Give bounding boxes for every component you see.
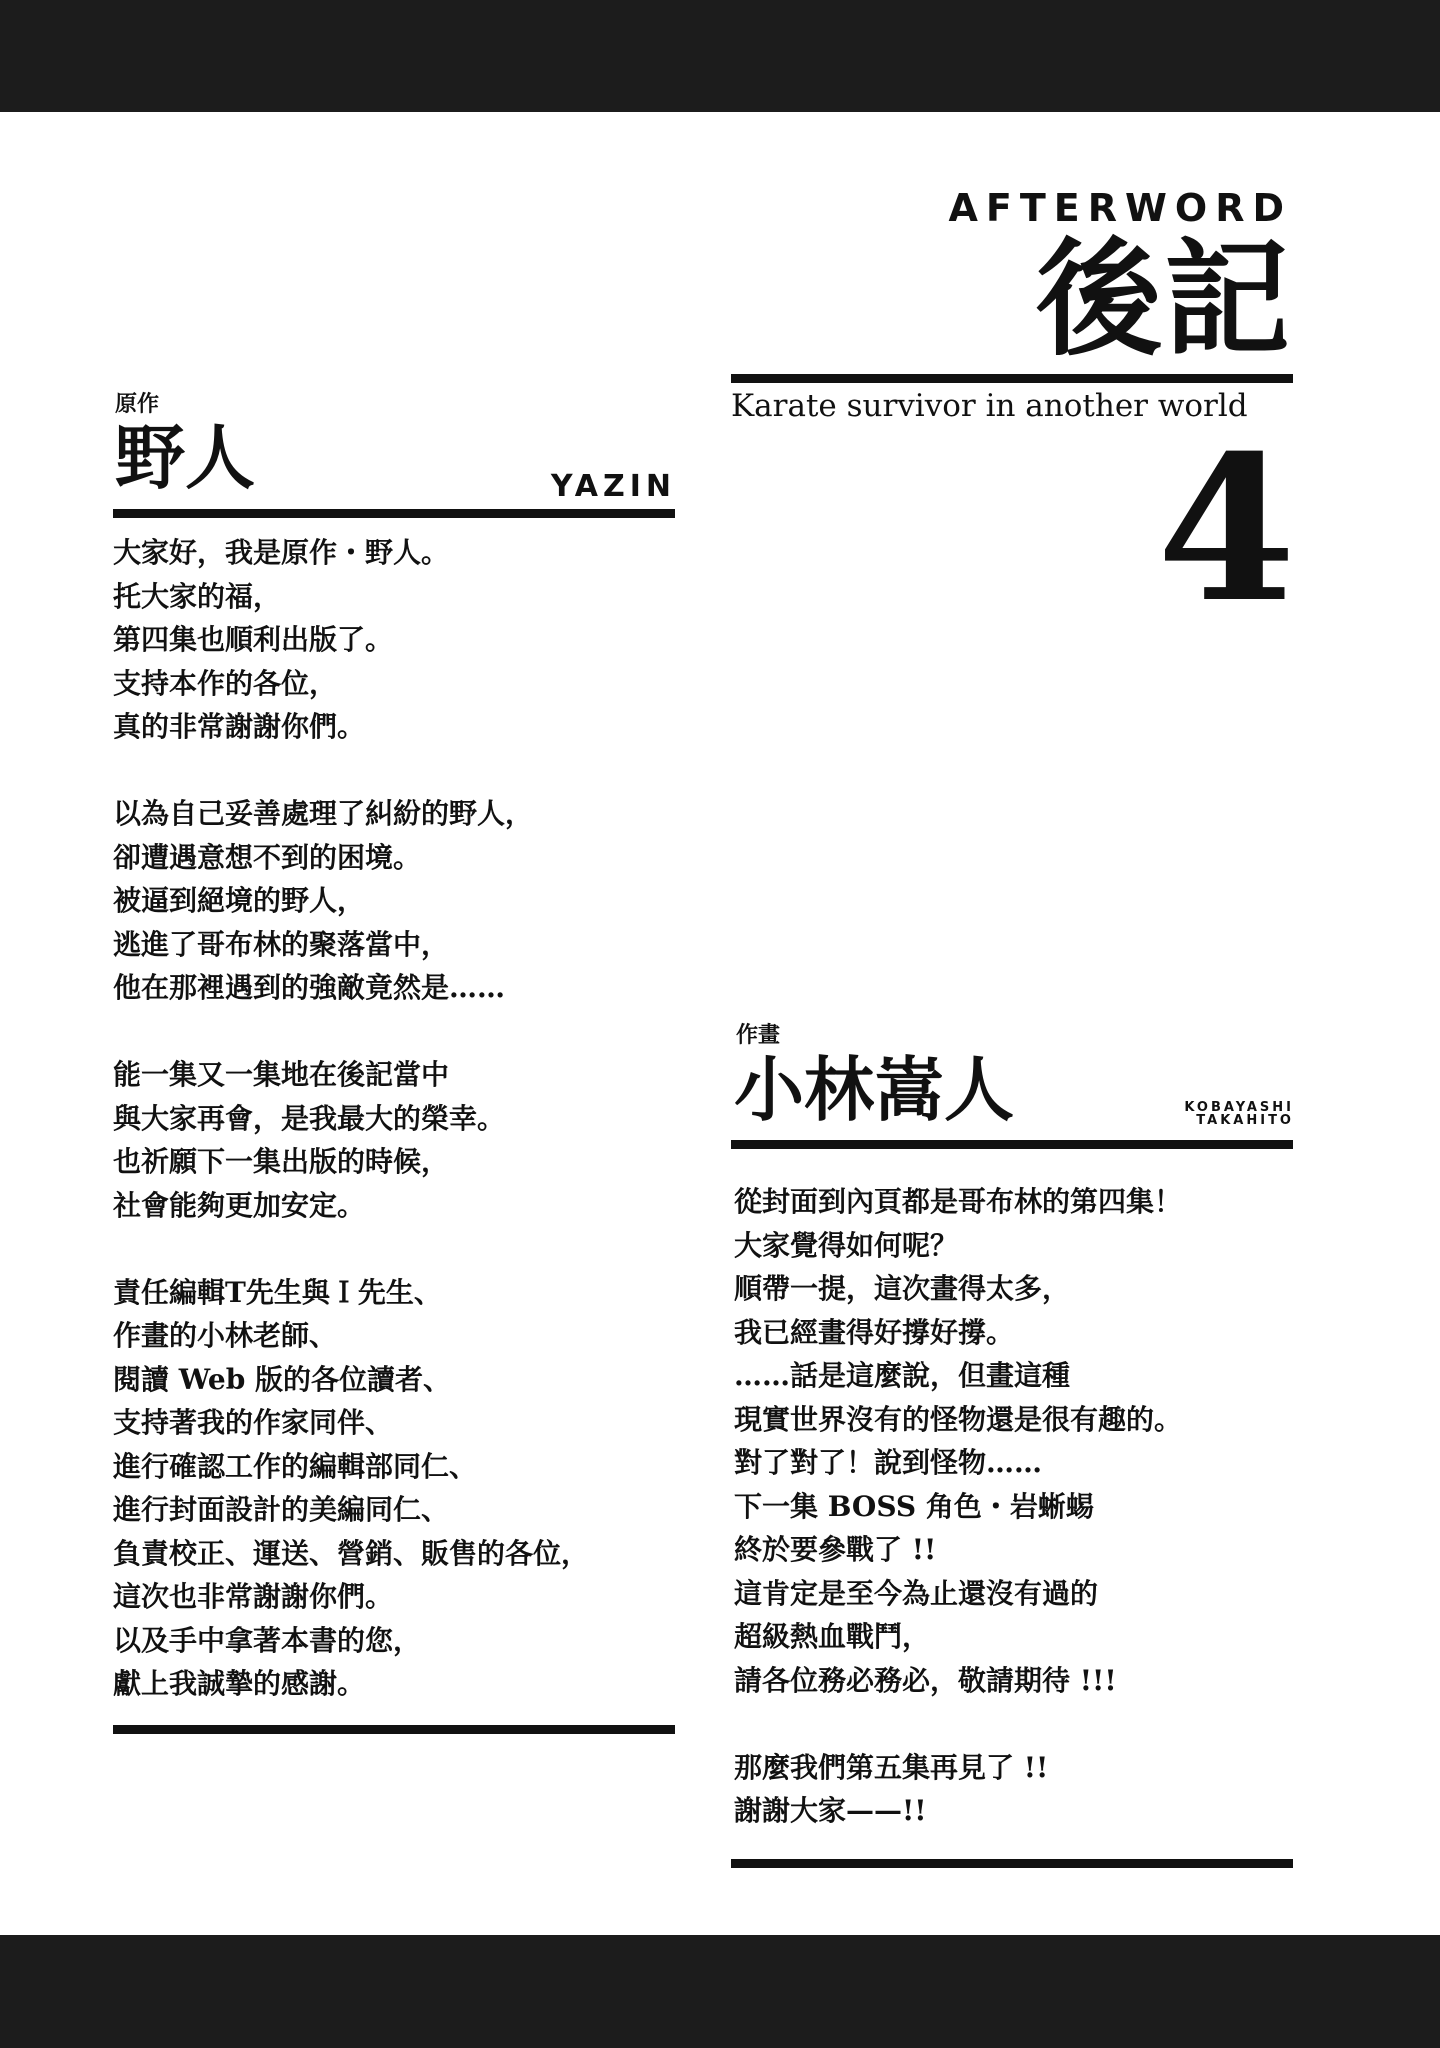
author-rule-top — [113, 509, 675, 518]
illustrator-romaji — [1100, 1101, 1294, 1127]
message-line — [113, 1227, 589, 1271]
message-line: 請各位務必務必，敬請期待 !!! — [734, 1663, 1117, 1697]
top-black-bar — [0, 0, 1440, 112]
illustrator-rule-bottom — [731, 1859, 1293, 1868]
message-line: 我已經畫得好撐好撐。 — [734, 1315, 1015, 1349]
message-line: 責任編輯T先生與Ｉ先生、 — [113, 1275, 442, 1309]
illustrator-rule-top — [731, 1140, 1293, 1149]
message-line: 也祈願下一集出版的時候， — [113, 1145, 450, 1178]
illustrator-name: 小林嵩人 — [734, 1048, 1014, 1131]
illustrator-role: 作畫 — [736, 1022, 781, 1048]
bottom-black-bar — [0, 1935, 1440, 2048]
message-line: 謝謝大家——!! — [734, 1794, 927, 1827]
original-author-name: 野人 — [115, 416, 255, 499]
message-line: 支持著我的作家同伴、 — [113, 1406, 394, 1439]
illustrator-romaji-line2: TAKAHITO — [1196, 1113, 1294, 1128]
message-line: 對了對了！說到怪物…… — [734, 1446, 1043, 1479]
message-line: 負責校正、運送、營銷、販售的各位， — [113, 1536, 590, 1570]
message-line: 被逼到絕境的野人， — [113, 884, 366, 917]
message-line: 他在那裡遇到的強敵竟然是…… — [113, 971, 506, 1004]
message-line: 以為自己妥善處理了糾紛的野人， — [113, 797, 534, 830]
message-line: 社會能夠更加安定。 — [113, 1188, 366, 1222]
message-line — [113, 1010, 589, 1054]
message-line — [734, 1702, 1182, 1746]
illustrator-romaji-line1: KOBAYASHI — [1184, 1100, 1294, 1115]
message-line: 卻遭遇意想不到的困境。 — [113, 840, 422, 874]
message-line: 獻上我誠摯的感謝。 — [113, 1667, 366, 1700]
message-line: 這肯定是至今為止還沒有過的 — [734, 1576, 1099, 1610]
message-line: 進行確認工作的編輯部同仁、 — [113, 1449, 478, 1483]
message-line: 與大家再會，是我最大的榮幸。 — [113, 1101, 506, 1135]
message-line: 現實世界沒有的怪物還是很有趣的。 — [734, 1402, 1183, 1436]
message-line: 支持本作的各位， — [113, 666, 338, 700]
message-line: 順帶一提，這次畫得太多， — [734, 1272, 1071, 1305]
title-rule — [731, 374, 1293, 383]
message-line: 下一集 BOSS 角色・岩蜥蜴 — [734, 1489, 1094, 1523]
message-line: 以及手中拿著本書的您， — [113, 1623, 422, 1657]
series-subtitle: Karate survivor in another world — [731, 388, 1248, 424]
message-line: 能一集又一集地在後記當中 — [113, 1058, 450, 1091]
message-line: 超級熱血戰鬥， — [734, 1620, 931, 1653]
illustrator-message — [734, 1180, 1182, 1833]
message-line: 大家覺得如何呢？ — [734, 1228, 959, 1262]
message-line: 那麼我們第五集再見了 !! — [734, 1750, 1049, 1784]
message-line: ……話是這麼說，但畫這種 — [734, 1359, 1071, 1392]
message-line: 進行封面設計的美編同仁、 — [113, 1493, 450, 1526]
page-title: 後記 — [1036, 225, 1292, 373]
message-line: 第四集也順利出版了。 — [113, 623, 394, 656]
volume-number: 4 — [1156, 412, 1296, 647]
message-line: 作畫的小林老師、 — [113, 1319, 338, 1352]
message-line: 托大家的福， — [113, 579, 282, 613]
message-line: 終於要參戰了 !! — [734, 1533, 937, 1566]
original-author-message — [113, 531, 589, 1706]
message-line: 逃進了哥布林的聚落當中， — [113, 927, 450, 961]
english-title: AFTERWORD — [948, 186, 1292, 230]
original-author-role: 原作 — [115, 391, 160, 417]
message-line: 閱讀 Web 版的各位讀者、 — [113, 1362, 452, 1396]
message-line: 真的非常謝謝你們。 — [113, 710, 366, 743]
message-line: 從封面到內頁都是哥布林的第四集！ — [734, 1185, 1183, 1218]
author-rule-bottom — [113, 1725, 675, 1734]
original-author-romaji: YAZIN — [550, 469, 676, 504]
message-line — [113, 749, 589, 793]
message-line: 大家好，我是原作・野人。 — [113, 536, 450, 569]
message-line: 這次也非常謝謝你們。 — [113, 1580, 394, 1613]
